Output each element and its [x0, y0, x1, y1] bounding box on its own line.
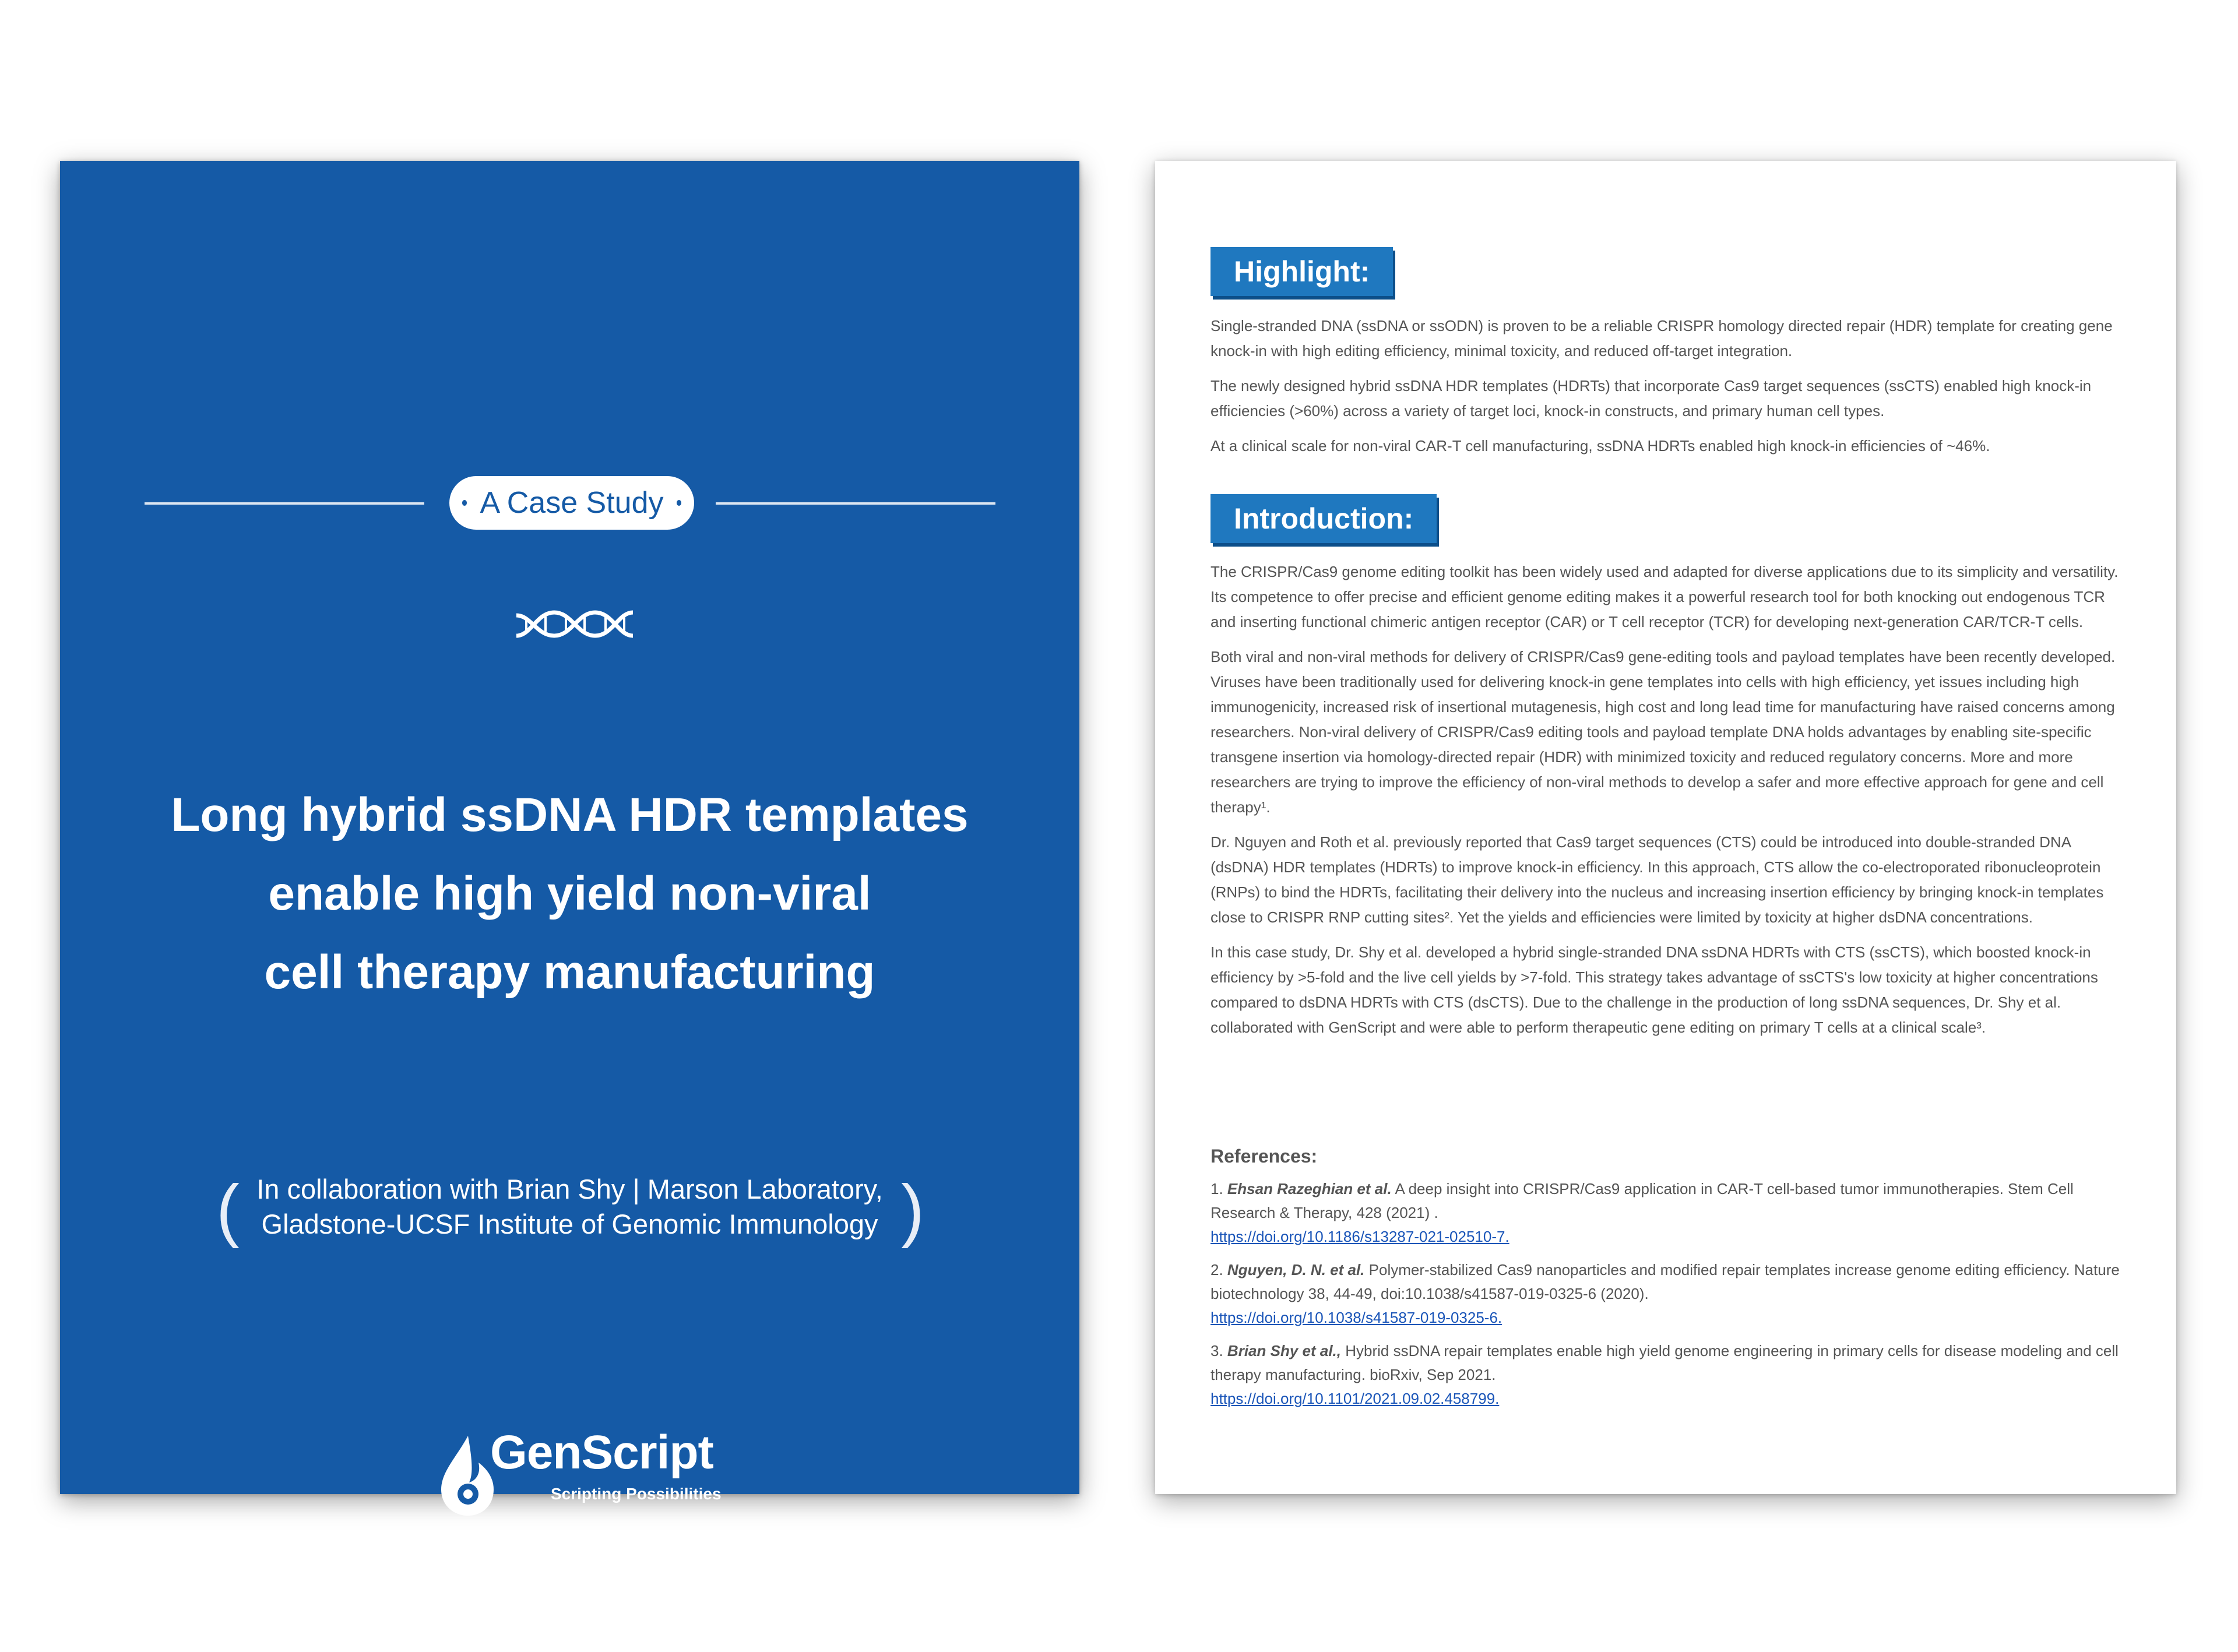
highlight-paragraph: Single-stranded DNA (ssDNA or ssODN) is proven to be a reliable CRISPR homology directed repair (HDR) template for creating gene knock-in with high editing efficiency, minimal toxicity, and reduced off-target integration.: [1211, 317, 2113, 360]
bullet-dot-icon: [677, 500, 681, 506]
reference-author: Nguyen, D. N. et al.: [1227, 1261, 1365, 1278]
bullet-dot-icon: [462, 500, 467, 506]
references-list: [1211, 1177, 2131, 1420]
left-parenthesis: (: [216, 1171, 240, 1249]
cover-page: [60, 161, 1079, 1503]
dna-helix-icon: [513, 604, 636, 644]
highlight-section: [1211, 314, 2131, 469]
reference-text: Polymer-stabilized Cas9 nanoparticles and modified repair templates increase genome editing efficiency. Nature biotechnology 38, 44-49, doi:10.1038/s41587-019-0325-6 (2020).: [1211, 1261, 2120, 1302]
intro-paragraph: The CRISPR/Cas9 genome editing toolkit has been widely used and adapted for diverse applications due to its simplicity and versatility. Its competence to offer precise and efficient genome editing makes it a powerful research tool for both knocking out endogenous TCR and inserting functional chimeric antigen receptor (CAR) or T cell receptor (TCR) for developing next-generation CAR/TCR-T cells.: [1211, 563, 2119, 630]
reference-item: [1211, 1258, 2131, 1330]
divider-left: [145, 502, 424, 505]
genscript-logo: [433, 1425, 783, 1524]
collaboration-note: [60, 1172, 1079, 1248]
reference-text: A deep insight into CRISPR/Cas9 application in CAR-T cell-based tumor immunotherapies. Stem Cell Research & Therapy, 428 (2021) .: [1211, 1180, 2074, 1221]
content-page: [1155, 161, 2176, 1494]
reference-number: 3.: [1211, 1342, 1223, 1359]
references-heading: References:: [1211, 1146, 1318, 1167]
reference-link[interactable]: https://doi.org/10.1101/2021.09.02.458799.: [1211, 1390, 1500, 1407]
cover-title: [60, 776, 1079, 1012]
introduction-heading: Introduction:: [1211, 494, 1437, 543]
highlight-paragraph: At a clinical scale for non-viral CAR-T cell manufacturing, ssDNA HDRTs enabled high knock-in efficiencies of ~46%.: [1211, 437, 1990, 455]
reference-item: [1211, 1177, 2131, 1249]
highlight-heading: Highlight:: [1211, 247, 1393, 296]
reference-author: Ehsan Razeghian et al.: [1227, 1180, 1392, 1197]
intro-paragraph: In this case study, Dr. Shy et al. developed a hybrid single-stranded DNA ssDNA HDRTs with CTS (ssCTS), which boosted knock-in efficiency by >5-fold and the live cell yields by >7-fold. This strategy takes advantage of ssCTS's low toxicity at higher concentrations compared to dsDNA HDRTs with CTS (dsCTS). Due to the challenge in the production of long ssDNA sequences, Dr. Shy et al. collaborated with GenScript and were able to perform therapeutic gene editing on primary T cells at a clinical scale³.: [1211, 943, 2098, 1036]
title-line: cell therapy manufacturing: [264, 946, 875, 999]
highlight-paragraph: The newly designed hybrid ssDNA HDR templates (HDRTs) that incorporate Cas9 target sequences (ssCTS) enabled high knock-in efficiencies (>60%) across a variety of target loci, knock-in constructs, and primary human cell types.: [1211, 377, 2092, 420]
logo-tagline: Scripting Possibilities: [551, 1485, 722, 1503]
case-study-header: [60, 476, 1079, 530]
intro-paragraph: Both viral and non-viral methods for delivery of CRISPR/Cas9 gene-editing tools and payload templates have been recently developed. Viruses have been traditionally used for delivering knock-in gene templates into cells with high efficiency, yet issues including high immunogenicity, increased risk of insertional mutagenesis, high cost and long lead time for manufacturing have raised concerns among researchers. Non-viral delivery of CRISPR/Cas9 editing tools and payload template DNA holds advantages by enabling site-specific transgene insertion via homology-directed repair (HDR) with minimized toxicity and reduced regulatory concerns. More and more researchers are trying to improve the efficiency of non-viral methods to develop a safer and more effective approach for gene and cell therapy¹.: [1211, 648, 2116, 816]
intro-paragraph: Dr. Nguyen and Roth et al. previously reported that Cas9 target sequences (CTS) could be introduced into double-stranded DNA (dsDNA) HDR templates (HDRTs) to improve knock-in efficiency. In this approach, CTS allow the co-electroporated ribonucleoprotein (RNPs) to bind the HDRTs, facilitating their delivery into the nucleus and increasing insertion efficiency by bringing knock-in templates close to CRISPR RNP cutting sites². Yet the yields and efficiencies were limited by toxicity at higher dsDNA concentrations.: [1211, 833, 2104, 926]
reference-author: Brian Shy et al.,: [1227, 1342, 1341, 1359]
right-parenthesis: ): [901, 1171, 924, 1249]
introduction-section: [1211, 559, 2131, 1050]
case-study-label: A Case Study: [480, 486, 664, 520]
logo-wordmark: GenScript: [490, 1426, 713, 1479]
reference-link[interactable]: https://doi.org/10.1038/s41587-019-0325-6.: [1211, 1309, 1502, 1326]
title-line: Long hybrid ssDNA HDR templates: [171, 788, 969, 841]
reference-link[interactable]: https://doi.org/10.1186/s13287-021-02510-7.: [1211, 1228, 1509, 1245]
reference-number: 1.: [1211, 1180, 1223, 1197]
reference-text: Hybrid ssDNA repair templates enable high yield genome engineering in primary cells for disease modeling and cell therapy manufacturing. bioRxiv, Sep 2021.: [1211, 1342, 2119, 1383]
reference-item: [1211, 1339, 2131, 1411]
divider-right: [716, 502, 995, 505]
collab-line: Gladstone-UCSF Institute of Genomic Immunology: [261, 1209, 878, 1239]
collab-line: In collaboration with Brian Shy | Marson Laboratory,: [256, 1174, 883, 1204]
reference-number: 2.: [1211, 1261, 1223, 1278]
title-line: enable high yield non-viral: [268, 867, 871, 920]
case-study-badge: [449, 476, 694, 530]
